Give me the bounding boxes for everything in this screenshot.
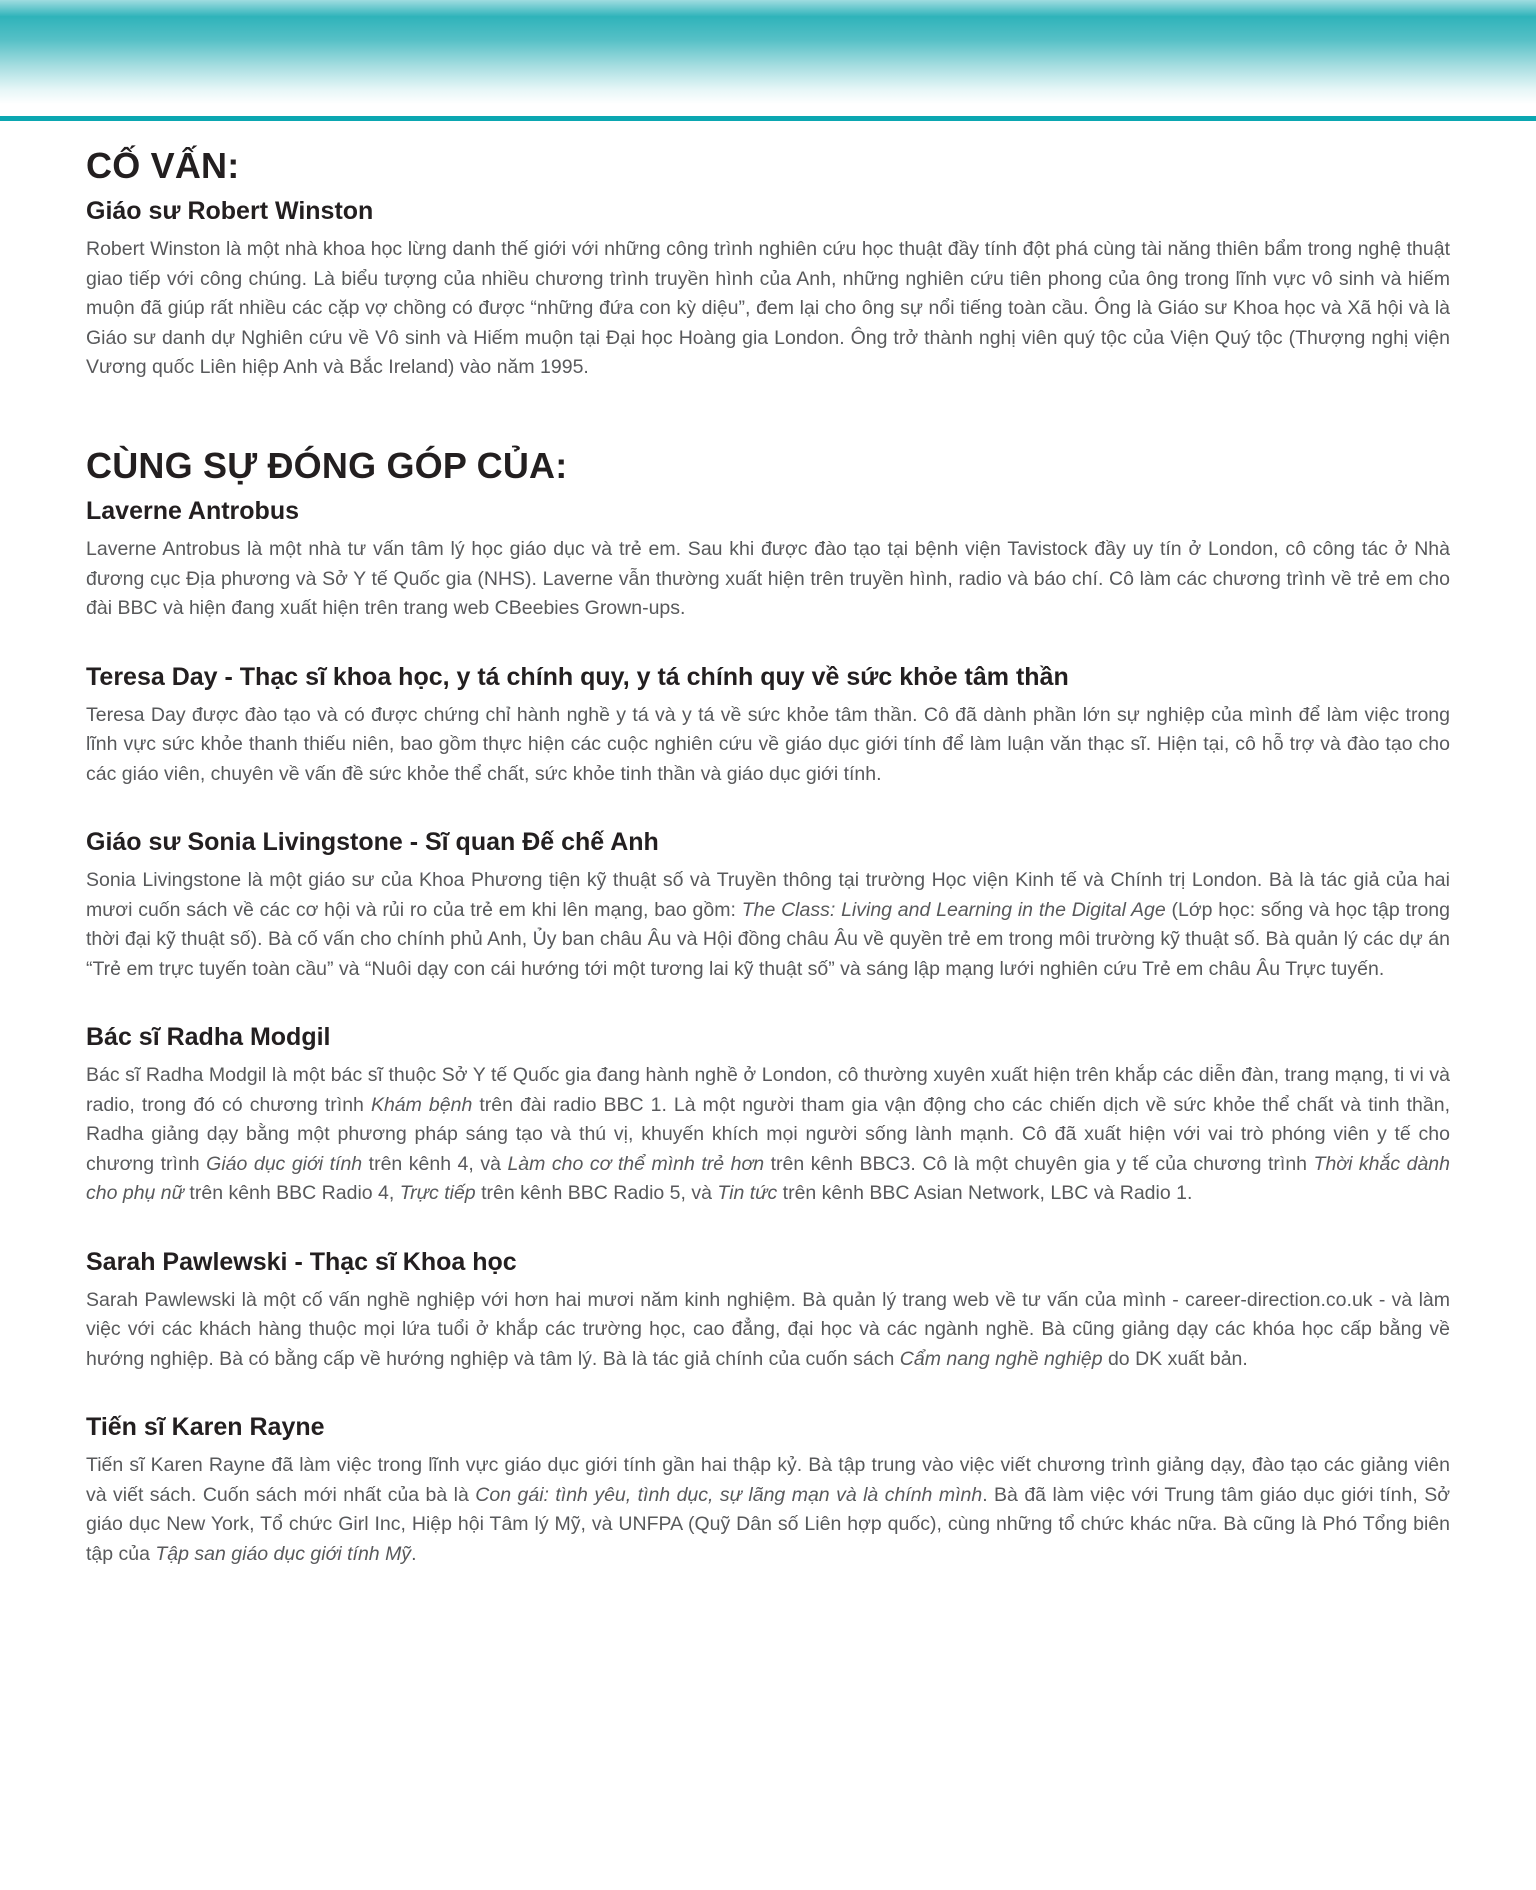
contributor-bio: Teresa Day được đào tạo và có được chứng chỉ hành nghề y tá và y tá về sức khỏe tâm thần. Cô đã dành phần lớn sự nghiệp của mình để làm việc trong lĩnh vực sức khỏe thanh thiếu niên, bao gồm thực hiện các cuộc nghiên cứu về giáo dục giới tính để làm luận văn thạc sĩ. Hiện tại, cô hỗ trợ và đào tạo cho các giáo viên, chuyên về vấn đề sức khỏe thể chất, sức khỏe tinh thần và giáo dục giới tính. xyxy=(86,703,1450,785)
contributor-name: Teresa Day - Thạc sĩ khoa học, y tá chính quy, y tá chính quy về sức khỏe tâm thần xyxy=(86,662,1069,691)
contributor-entry-teresa-day xyxy=(86,662,1450,790)
section-title-contributors: CÙNG SỰ ĐÓNG GÓP CỦA: xyxy=(86,444,568,486)
contributor-entry-sarah-pawlewski xyxy=(86,1247,1450,1375)
contributor-name: Sarah Pawlewski - Thạc sĩ Khoa học xyxy=(86,1247,517,1276)
section-title-advisor: CỐ VẤN: xyxy=(86,145,240,186)
contributor-name: Bác sĩ Radha Modgil xyxy=(86,1023,331,1052)
contributor-entry-laverne-antrobus xyxy=(86,496,1450,624)
contributor-name: Tiến sĩ Karen Rayne xyxy=(86,1413,325,1442)
header-gradient xyxy=(0,0,1536,104)
contributor-bio: Sarah Pawlewski là một cố vấn nghề nghiệp với hơn hai mươi năm kinh nghiệm. Bà quản lý trang web về tư vấn của mình - career-direction.co.uk - và làm việc với các khách hàng thuộc mọi lứa tuổi ở khắp các trường học, cao đẳng, đại học và các ngành nghề. Bà cũng giảng dạy các khóa học cấp bằng về hướng nghiệp. Bà có bằng cấp về hướng nghiệp và tâm lý. Bà là tác giả chính của cuốn sách Cẩm nang nghề nghiệp do DK xuất bản. xyxy=(86,1288,1450,1370)
content-area xyxy=(0,121,1536,1629)
contributor-name: Laverne Antrobus xyxy=(86,497,300,526)
contributor-name: Giáo sư Sonia Livingstone - Sĩ quan Đế chế Anh xyxy=(86,828,659,857)
contributor-entry-radha-modgil xyxy=(86,1022,1450,1209)
contributor-bio: Robert Winston là một nhà khoa học lừng danh thế giới với những công trình nghiên cứu học thuật đầy tính đột phá cùng tài năng thiên bẩm trong nghệ thuật giao tiếp với công chúng. Là biểu tượng của nhiều chương trình truyền hình của Anh, những nghiên cứu tiên phong của ông trong lĩnh vực vô sinh và hiếm muộn đã giúp rất nhiều các cặp vợ chồng có được “những đứa con kỳ diệu”, đem lại cho ông sự nổi tiếng toàn cầu. Ông là Giáo sư Khoa học và Xã hội và là Giáo sư danh dự Nghiên cứu về Vô sinh và Hiếm muộn tại Đại học Hoàng gia London. Ông trở thành nghị viên quý tộc của Viện Quý tộc (Thượng nghị viện Vương quốc Liên hiệp Anh và Bắc Ireland) vào năm 1995. xyxy=(86,238,1450,379)
contributor-entry-robert-winston xyxy=(86,196,1450,383)
contributor-bio: Bác sĩ Radha Modgil là một bác sĩ thuộc Sở Y tế Quốc gia đang hành nghề ở London, cô thường xuyên xuất hiện trên khắp các diễn đàn, trang mạng, ti vi và radio, trong đó có chương trình Khám bệnh trên đài radio BBC 1. Là một người tham gia vận động cho các chiến dịch về sức khỏe thể chất và tinh thần, Radha giảng dạy bằng một phương pháp sáng tạo và thú vị, khuyến khích mọi người sống lành mạnh. Cô đã xuất hiện với vai trò phóng viên y tế cho chương trình Giáo dục giới tính trên kênh 4, và Làm cho cơ thể mình trẻ hơn trên kênh BBC3. Cô là một chuyên gia y tế của chương trình Thời khắc dành cho phụ nữ trên kênh BBC Radio 4, Trực tiếp trên kênh BBC Radio 5, và Tin tức trên kênh BBC Asian Network, LBC và Radio 1. xyxy=(86,1064,1450,1205)
contributor-entry-karen-rayne xyxy=(86,1412,1450,1569)
contributor-bio: Sonia Livingstone là một giáo sư của Khoa Phương tiện kỹ thuật số và Truyền thông tại trường Học viện Kinh tế và Chính trị London. Bà là tác giả của hai mươi cuốn sách về các cơ hội và rủi ro của trẻ em khi lên mạng, bao gồm: The Class: Living and Learning in the Digital Age (Lớp học: sống và học tập trong thời đại kỹ thuật số). Bà cố vấn cho chính phủ Anh, Ủy ban châu Âu và Hội đồng châu Âu về quyền trẻ em trong môi trường kỹ thuật số. Bà quản lý các dự án “Trẻ em trực tuyến toàn cầu” và “Nuôi dạy con cái hướng tới một tương lai kỹ thuật số” và sáng lập mạng lưới nghiên cứu Trẻ em châu Âu Trực tuyến. xyxy=(86,869,1450,980)
contributor-entry-sonia-livingstone xyxy=(86,827,1450,984)
contributor-bio: Tiến sĩ Karen Rayne đã làm việc trong lĩnh vực giáo dục giới tính gần hai thập kỷ. Bà tập trung vào việc viết chương trình giảng dạy, đào tạo các giảng viên và viết sách. Cuốn sách mới nhất của bà là Con gái: tình yêu, tình dục, sự lãng mạn và là chính mình. Bà đã làm việc với Trung tâm giáo dục giới tính, Sở giáo dục New York, Tổ chức Girl Inc, Hiệp hội Tâm lý Mỹ, và UNFPA (Quỹ Dân số Liên hợp quốc), cùng những tổ chức khác nữa. Bà cũng là Phó Tổng biên tập của Tập san giáo dục giới tính Mỹ. xyxy=(86,1454,1450,1565)
header-band xyxy=(0,0,1536,121)
contributor-name: Giáo sư Robert Winston xyxy=(86,197,374,226)
contributor-bio: Laverne Antrobus là một nhà tư vấn tâm lý học giáo dục và trẻ em. Sau khi được đào tạo tại bệnh viện Tavistock đầy uy tín ở London, cô công tác ở Nhà đương cục Địa phương và Sở Y tế Quốc gia (NHS). Laverne vẫn thường xuất hiện trên truyền hình, radio và báo chí. Cô làm các chương trình về trẻ em cho đài BBC và hiện đang xuất hiện trên trang web CBeebies Grown-ups. xyxy=(86,538,1450,620)
